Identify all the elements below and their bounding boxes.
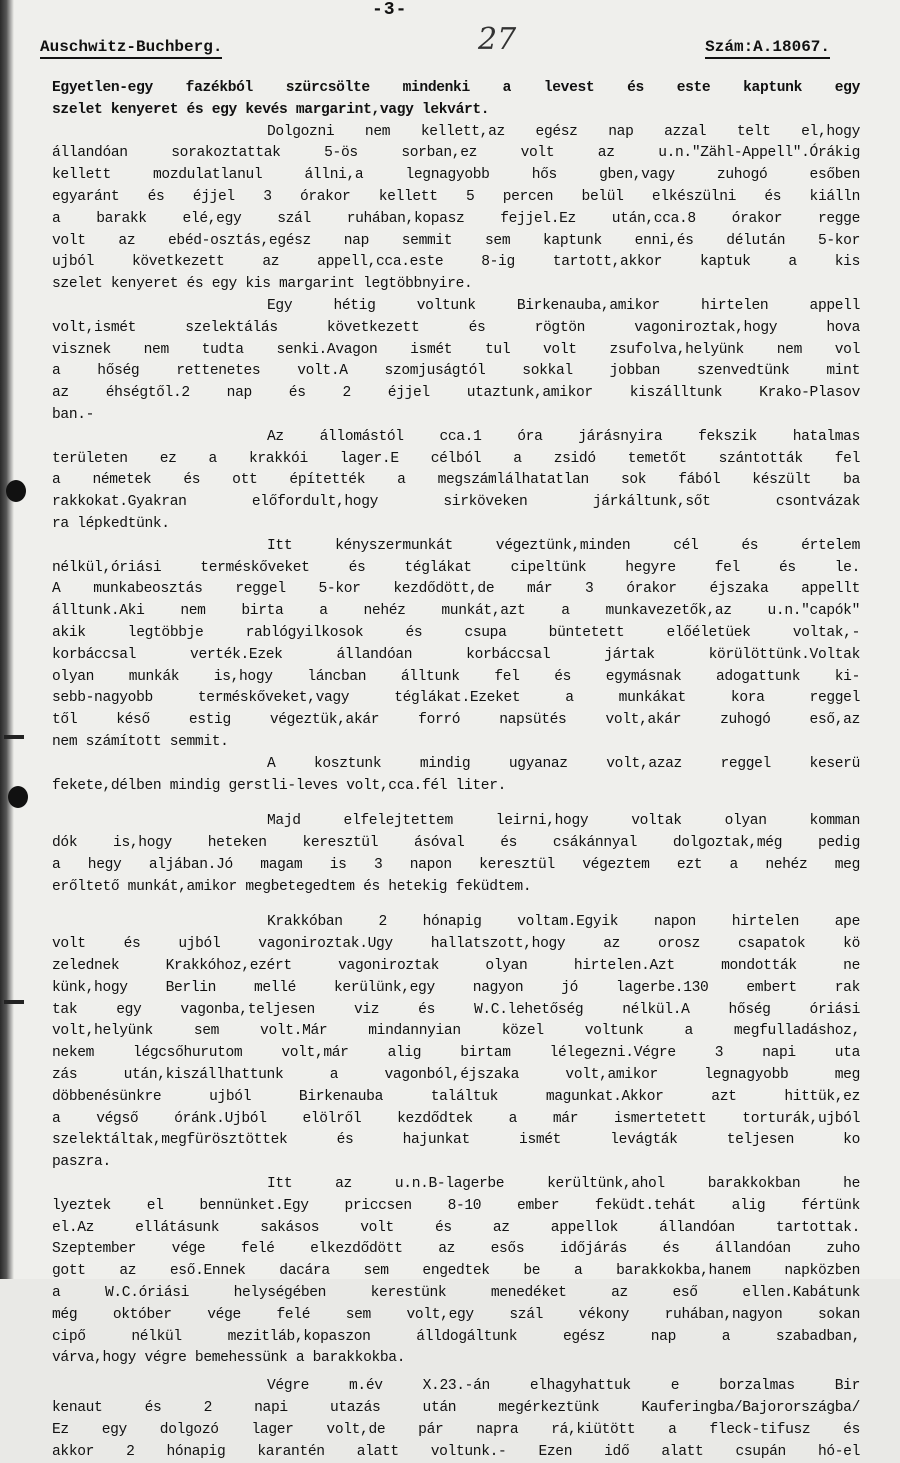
handwritten-note: 27 (478, 22, 517, 57)
paragraph-gap (52, 898, 860, 912)
paragraph (52, 912, 860, 1174)
text-line: álltunk.Aki nem birta a nehéz munkát,azt a munkavezetők,az u.n."capók" (52, 603, 860, 620)
text-line: a németek és ott építették a megszámlálhatatlan sok fából készült ba (52, 472, 860, 489)
text-line: nekem légcsőhurutom volt,már alig birtam lélegezni.Végre 3 napi uta (52, 1045, 860, 1062)
text-line: zás után,kiszállhattunk a vagonból,éjszaka volt,amikor legnagyobb meg (52, 1067, 860, 1084)
margin-mark (4, 1000, 24, 1004)
text-line: a hőség rettenetes volt.A szomjuságtól sokkal jobban szenvedtünk mint (52, 363, 860, 380)
text-line: A munkabeosztás reggel 5-kor kezdődött,de már 3 órakor éjszaka appellt (52, 581, 860, 598)
text-line: akik legtöbbje rablógyilkosok és csupa büntetett előéletüek voltak,- (52, 624, 860, 641)
text-line: paszra. (52, 1154, 111, 1171)
text-line: erőltető munkát,amikor megbetegedtem és hetekig feküdtem. (52, 878, 532, 895)
text-line: cipő nélkül mezitláb,kopaszon álldogáltunk egész nap a szabadban, (52, 1328, 860, 1345)
text-line: Egy hétig voltunk Birkenauba,amikor hirtelen appell (267, 297, 860, 314)
paragraph (52, 427, 860, 536)
text-line: Itt kényszermunkát végeztünk,minden cél és értelem (267, 537, 860, 554)
text-line: sebb-nagyobb terméskőveket,vagy téglákat.Ezeket a munkákat kora reggel (52, 690, 860, 707)
text-line: kenaut és 2 napi utazás után megérkeztünk Kauferingba/Bajorországba/ (52, 1400, 860, 1417)
text-line: ban.- (52, 406, 95, 423)
margin-mark (4, 735, 24, 739)
text-line: Végre m.év X.23.-án elhagyhattuk e borzalmas Bir (267, 1378, 860, 1395)
text-line: a barakk elé,egy szál ruhában,kopasz fejjel.Ez után,cca.8 órakor regge (52, 210, 860, 227)
text-line: künk,hogy Berlin mellé kerülünk,egy nagyon jó lagerbe.130 embert rak (52, 979, 860, 996)
punch-hole (8, 786, 28, 808)
text-line: volt,helyünk sem volt.Már mindannyian közel voltunk a megfulladáshoz, (52, 1023, 860, 1040)
text-line: dók is,hogy heteken keresztül ásóval és csákánnyal dolgoztak,még pedig (52, 835, 860, 852)
text-line: a W.C.óriási helységében kerestünk menedéket az eső ellen.Kabátunk (52, 1285, 860, 1302)
document-body (52, 78, 860, 1463)
text-line: olyan munkák is,hogy láncban álltunk fel és egymásnak adogattunk ki- (52, 668, 860, 685)
text-line: volt az ebéd-osztás,egész nap semmit sem kaptunk enni,és délután 5-kor (52, 232, 860, 249)
paragraph (52, 78, 860, 122)
text-line: Az állomástól cca.1 óra járásnyira fekszik hatalmas (267, 428, 860, 445)
text-line: lyeztek el bennünket.Egy priccsen 8-10 ember feküdt.tehát alig fértünk (52, 1197, 860, 1214)
text-line: korbáccsal verték.Ezek állandóan korbáccsal jártak körülöttünk.Voltak (52, 646, 860, 663)
text-line: volt és ujból vagoniroztak.Ugy hallatszott,hogy az orosz csapatok kö (52, 936, 860, 953)
text-line: tak egy vagonba,teljesen viz és W.C.lehetőség nélkül.A hőség óriási (52, 1001, 860, 1018)
text-line: zelednek Krakkóhoz,ezért vagoniroztak olyan hirtelen.Azt mondották ne (52, 958, 860, 975)
text-line: szelet kenyeret és egy kevés margarint,vagy lekvárt. (52, 101, 490, 118)
text-line: egyaránt és éjjel 3 órakor kellett 5 percen belül elkészülni és kiálln (52, 188, 860, 205)
text-line: az éhségtől.2 nap és 2 éjjel utaztunk,amikor kiszálltunk Krako-Plasov (52, 385, 860, 402)
paragraph (52, 296, 860, 427)
text-line: Majd elfelejtettem leirni,hogy voltak olyan komman (267, 813, 860, 830)
paragraph (52, 536, 860, 754)
text-line: a hegy aljában.Jó magam is 3 napon keresztül végeztem ezt a nehéz meg (52, 856, 860, 873)
text-line: Itt az u.n.B-lagerbe kerültünk,ahol barakkokban he (267, 1176, 860, 1193)
text-line: akkor 2 hónapig karantén alatt voltunk.- Ezen idő alatt csupán hó-el (52, 1443, 860, 1460)
text-line: ra lépkedtünk. (52, 515, 170, 532)
text-line: fekete,délben mindig gerstli-leves volt,cca.fél liter. (52, 777, 507, 794)
scan-edge (0, 0, 14, 1279)
text-line: még október vége felé sem volt,egy szál vékony ruhában,nagyon sokan (52, 1306, 860, 1323)
text-line: a végső óránk.Ujból elölről kezdődtek a már ismertetett torturák,ujból (52, 1110, 860, 1127)
paragraph (52, 1174, 860, 1370)
text-line: Szeptember vége felé elkezdődött az esős időjárás és állandóan zuho (52, 1241, 860, 1258)
text-line: döbbenésünkre ujból Birkenauba találtuk magunkat.Akkor azt hittük,ez (52, 1088, 860, 1105)
text-line: A kosztunk mindig ugyanaz volt,azaz reggel keserü (267, 755, 860, 772)
text-line: rakkokat.Gyakran előfordult,hogy sirköveken járkáltunk,sőt csontvázak (52, 494, 860, 511)
header-number: Szám:A.18067. (705, 38, 830, 59)
text-line: gott az eső.Ennek dacára sem engedtek be a barakkokba,hanem napközben (52, 1263, 860, 1280)
text-line: várva,hogy végre bemehessünk a barakkokba. (52, 1350, 406, 1367)
paragraph (52, 811, 860, 898)
paragraph (52, 122, 860, 296)
text-line: Krakkóban 2 hónapig voltam.Egyik napon hirtelen ape (267, 914, 860, 931)
text-line: visznek nem tudta senki.Avagon ismét tul volt zsufolva,helyünk nem vol (52, 341, 860, 358)
text-line: Dolgozni nem kellett,az egész nap azzal telt el,hogy (267, 123, 860, 140)
header-place: Auschwitz-Buchberg. (40, 38, 222, 59)
text-line: Egyetlen-egy fazékból szürcsölte mindenki a levest és este kaptunk egy (52, 80, 860, 96)
text-line: Ez egy dolgozó lager volt,de pár napra rá,kiütött a fleck-tifusz és (52, 1421, 860, 1438)
paragraph (52, 754, 860, 798)
text-line: el.Az ellátásunk sakásos volt és az appellok állandóan tartottak. (52, 1219, 860, 1236)
paragraph (52, 1376, 860, 1463)
text-line: szelektáltak,megfürösztöttek és hajunkat ismét levágták teljesen ko (52, 1132, 860, 1149)
text-line: nem számított semmit. (52, 733, 229, 750)
text-line: területen ez a krakkói lager.E célból a zsidó temetőt szántották fel (52, 450, 860, 467)
text-line: szelet kenyeret és egy kis margarint legtöbbnyire. (52, 276, 473, 293)
text-line: állandóan sorakoztattak 5-ös sorban,ez volt az u.n."Zähl-Appell".Órákig (52, 145, 860, 162)
paragraph-gap (52, 797, 860, 811)
text-line: volt,ismét szelektálás következett és rögtön vagoniroztak,hogy hova (52, 319, 860, 336)
text-line: ujból következett az appell,cca.este 8-ig tartott,akkor kaptuk a kis (52, 254, 860, 271)
text-line: kellett mozdulatlanul állni,a legnagyobb hős gben,vagy zuhogó esőben (52, 167, 860, 184)
punch-hole (6, 480, 26, 502)
text-line: nélkül,óriási terméskőveket és téglákat cipeltünk hegyre fel és le. (52, 559, 860, 576)
page-number: -3- (372, 0, 408, 20)
document-header (40, 32, 830, 62)
text-line: től késő estig végeztük,akár forró napsütés volt,akár zuhogó eső,az (52, 712, 860, 729)
